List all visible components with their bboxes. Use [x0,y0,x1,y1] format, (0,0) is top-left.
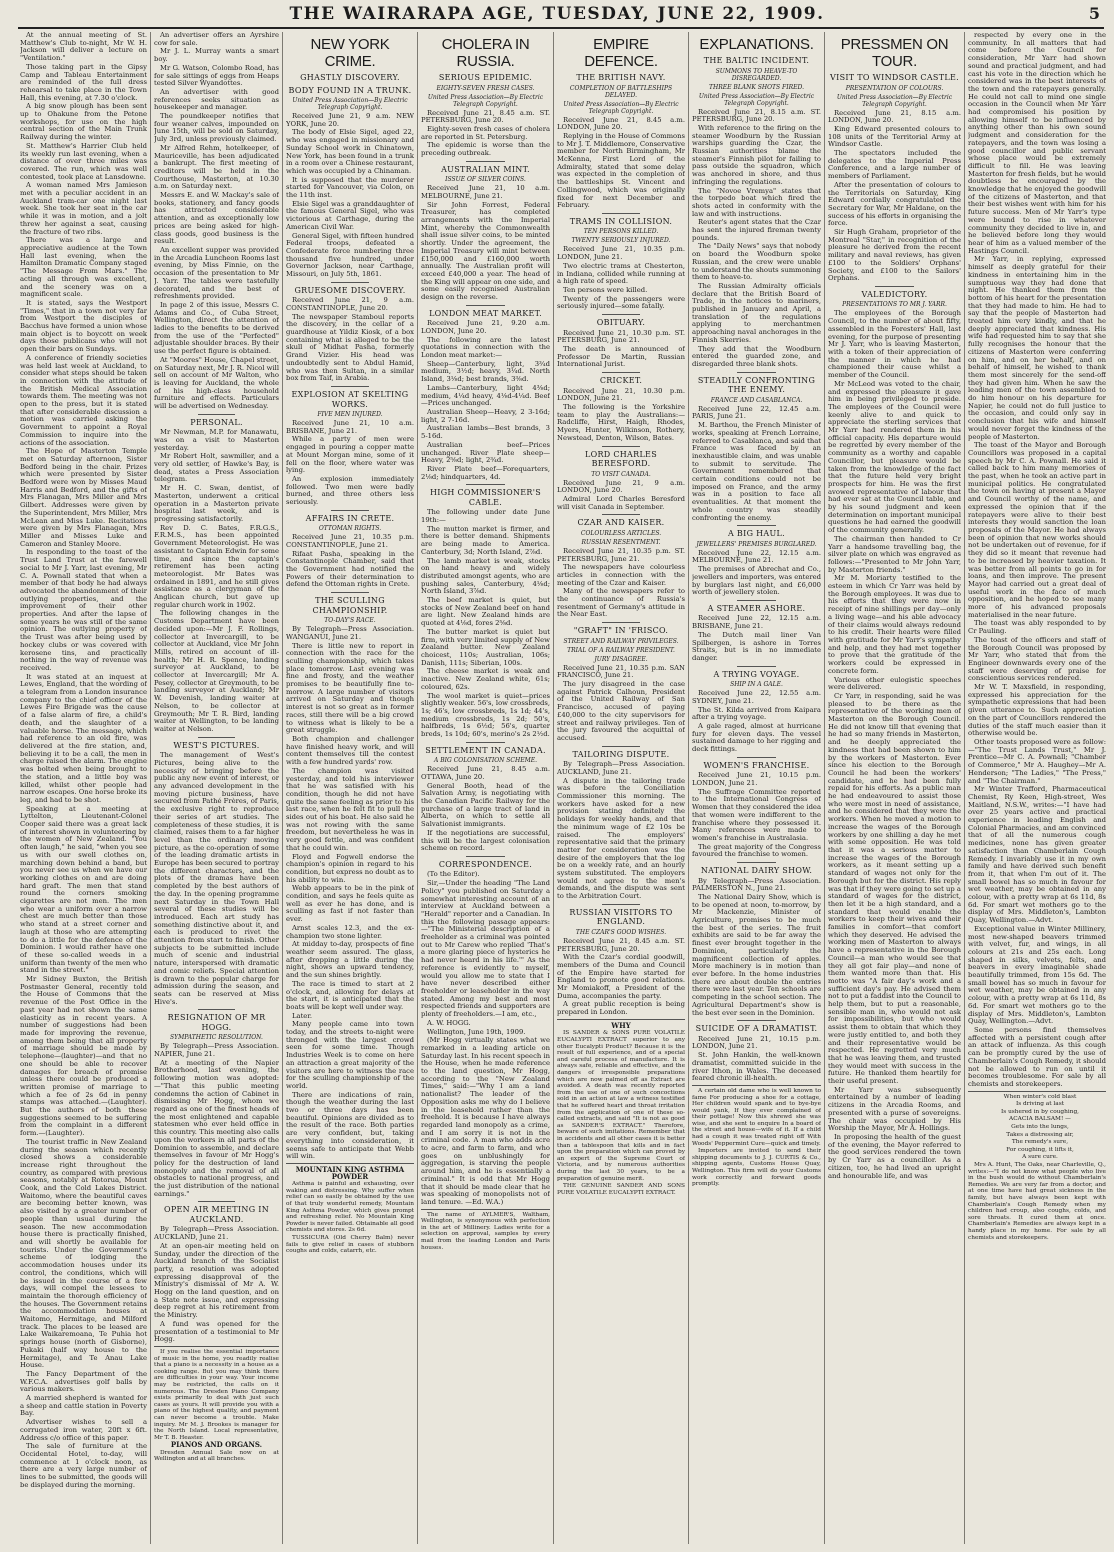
news-paragraph: The butter market is quiet but firm, with very limited supply of New Zealand butter. New Zealand choicest, 110s; Australian, 106s; Danish, 111s; Siberian, 100s. [421,627,550,667]
personal-item: Mr Robert Holt, sawmiller, and a very old settler, of Hawke's Bay, is dead, states a Press Association telegram. [154,452,279,484]
news-paragraph: After the presentation of colours to the Territorials on Saturday, King Edward cordially congratulated the Secretary for War, Mr Haldane, on the success of his efforts in organising the force. [828,180,961,228]
news-paragraph: The mutton market is firmer, and there is better demand. Shipments are being made to America. Canterbury, 3d; North Island, 2⅞d. [421,524,550,556]
hogg-resignation-heading: RESIGNATION OF MR HOGG. [167,1013,266,1032]
news-paragraph: The lamb market is weak, stocks on hand heavy and widely distributed amongst agents, who are pushing sales, Canterbury, 4⅛d; North Island, 3⅞d. [421,556,550,596]
news-paragraph: Received June 21, 10.30 p.m. ST. PETERSBURG, June 21. [557,328,685,345]
czar-kaiser-heading: CZAR AND KAISER. [577,518,665,528]
trying-voyage-heading: A TRYING VOYAGE. [713,669,800,679]
news-paragraph: Floyd and Fogwell endorse the champion's opinion in regard to his condition, but express no doubt as to his ability to win. [286,852,414,884]
news-paragraph: There was a large and appreciative audience at the Town Hall last evening, when the Hamilton Dramatic Company staged "The Message From Mars." The acting all through was excellent, and the scenery was on a magnificent scale. [20,236,147,299]
column-4 [421,32,550,1544]
press-credit: United Press Association—By Electric Telegraph Copyright. [563,100,679,115]
ad-text: A certain old dame who is well known to fame For producing a shoe for a cottage, Her children would spank and to bye-bye would yank, If they ever complained of their pottage! Now this shrewd she was wise, and she sent to enquire In a board of the street and house—wife of it. If a child had a cough it was treated right off With Woods' Peppermint Cure—quick and timely. [692,1087,821,1147]
graft-sub: TRIAL OF A RAILWAY PRESIDENT. [567,646,675,654]
news-paragraph: The chairman then handed to Cr Yarr a handsome travelling bag, the silver plate on which was engraved as follows:—"Presented to Mr John Yarr, by Masterton friends." [828,534,961,574]
news-paragraph: Mr Alfred Rehm, hotelkeeper, of Mauriceville, has been adjudicated a bankrupt. The first meeting of creditors will be held in the Courthouse, Masterton, at 10.30 a.m. on Saturday next. [154,143,279,191]
news-paragraph: The cheese market is weak and inactive. New Zealand white, 61s; coloured, 62s. [421,667,550,691]
ad-text: The name of AYLMER'S, Waltham, Wellington, is synonymous with perfection in the art of Millinery. Ladies write for a selection on approval, samples by every mail from the leading London and Paris houses. [421,1211,550,1251]
masthead-rule [18,27,1104,29]
graft-sub: JURY DISAGREE. [594,655,648,663]
news-paragraph: Mr M. Moriarty testified to the esteem in which Cr Yarr was held by the Borough employees. It was due to his efforts that they were now in receipt of nine shillings per day—only a living wage—and his able advocacy of their claims would always redound to his credit. Their hearts were filled with gratitude for Mr Yarr's sympathy and help, and they had met together to prove that the gratitude of the workers could be expressed in concrete form. [828,574,961,675]
press-credit: United Press Association—By Electric Telegraph Copyright. [292,97,408,111]
russian-sub: THE CZAR'S GOOD WISHES. [575,928,667,936]
news-paragraph: Received June 22, 12.45 a.m. PARIS, June 21. [692,404,821,421]
news-paragraph: Received June 21, 9 a.m. CONSTANTINOPLE, June 20. [286,296,414,312]
news-paragraph: Received June 21, 8.45 a.m. LONDON, June 20. [557,115,685,132]
news-paragraph: The following under date June 19th:— [421,508,550,525]
headline-sub: GHASTLY DISCOVERY. [300,73,400,82]
news-paragraph: An explosion immediately followed. Two men were badly burned, and three others less seriously. [286,474,414,507]
news-paragraph: An advertiser with good references seeks situation as housekeeper and manager. [154,87,279,112]
headline-sub: BODY FOUND IN A TRUNK. [288,85,412,95]
letter-paragraph: Wellington, June 19th, 1909. [427,1027,526,1036]
graft-sub: STREET AND RAILWAY PRIVILEGES. [563,637,679,645]
trying-voyage-sub: SHIP IN A GALE. [730,681,783,689]
headline-sub: EIGHTY-SEVEN FRESH CASES. [436,84,535,92]
column-2 [154,32,279,1544]
column-6 [692,32,821,1544]
ad-verse-line: Is ushered in by coughing, [1000,1108,1080,1115]
news-paragraph: St. Matthew's Harrier Club held its weekly run last evening, when a distance of over three miles was covered. The run, which was well contested, took place at Lansdowne. [20,141,147,181]
column-7 [828,32,961,1544]
ad-text: TUSSICURA (Old Cherry Balm) never fails to give relief in cases of stubborn coughs and colds, catarrh, etc. [286,1234,414,1255]
news-paragraph: Other toasts proposed were as follow:—"The Trust Lands Trust," Mr J. Prentice—Mr C. A. Pownall; "Chamber of Commerce," Mr A. Haughey—Mr A. Henderson; "The Ladies," "The Press," and "The Chairman." [968,737,1106,785]
settlement-heading: SETTLEMENT IN CANADA. [425,745,546,755]
news-paragraph: Received June 21, 10.15 p.m. LONDON, June 21. [692,771,821,788]
news-paragraph: Mr G. Watson, Colombo Road, has for sale sittings of eggs from Heaps tested Silver Wyandottes. [154,63,279,88]
trams-sub: TEN PERSONS KILLED. [583,228,659,236]
cable-heading: HIGH COMMISSIONER'S CABLE. [429,488,542,507]
aylmers-advertisement [421,1209,550,1252]
ad-verse-line: The remedy's sure, [1011,1139,1069,1146]
news-paragraph: At midday to-day, prospects of fine weather seem assured. The glass, after dropping a little during the night, shows an upward tendency, and the sun shines brightly. [286,940,414,980]
news-paragraph: The management of West's Pictures, being alive to the necessity of bringing before the public any new event of interest, or any advanced development in the moving picture business, have secured from Pathé Frères, of Paris, the exclusive right to reproduce their series of art studies. The completeness of these studies, it is claimed, raises them to a far higher level than the ordinary moving picture, as the co-operation of some of the leading dramatic artists in Europe has been secured to portray the different characters, and the plots of the dramas have been completed by the best authors of the day. In the opening programme next Saturday in the Town Hall several of these studies will be introduced. Each art study has something distinctive about it, and each is produced to rivet the attention from start to finish. Other subjects to be submitted include much of scenic and industrial nature, interspersed with dramatic and comic reliefs. Special attention is drawn to the popular charge for admission during the season, and seats can be reserved at Miss Hive's. [154,751,279,1006]
news-paragraph: The Fancy Department of the W.F.C.A. advertises golf balls by various makers. [20,1369,147,1394]
news-paragraph: The sale of furniture at the Occidental Hotel, to-day, will commence at 1 o'clock noon, as there are a very large number of lines to be submitted, the goods will be displayed during the morning. [20,1442,147,1489]
headline-sub: PRESENTATION OF COLOURS. [845,84,944,92]
news-paragraph: Exceptional value in Winter Millinery, most new-shaped beavers trimmed with velvet, fur, and wings, in all colours at 21s and 25s each. Long shaped in silks, velvets, felts, and beavers in every imaginable shade beautifully trimmed, from 15s 6d. The small bowel has so much in favour for wet weather, may be obtained in any colour, with a pretty wrap at 6s 11d, 8s 6d. For smart wet mothers go to the display of Mrs. Middleton's, Lambton Quay, Wellington.—Advt. [968,924,1106,1026]
news-paragraph: With reference to the firing on the steamer Woodburn by the Russian warships guarding the Czar, the Russian authorities blame the steamer's Finnish pilot for failing to pass outside the squadron, which was anchored in shore, and thus infringing the regulations. [692,123,821,186]
news-paragraph: Various other eulogistic speeches were delivered. [828,675,961,692]
ad-title: WHY [611,1020,631,1030]
ad-verse-line: Takes a distressing air, [1006,1131,1074,1138]
news-paragraph: Received June 21, 10 a.m. MELBOURNE, June 21. [421,184,550,200]
ad-text: Importers are invited to send their shipping documents to J. J. CURTIS & Co., shipping agents, Customs House Quay, Wellington. This firm will do your Customs work correctly and forward goods promptly. [692,1148,821,1188]
news-paragraph: General Sigel, with fifteen hundred Federal troops, defeated a Confederate force numbering three thousand five hundred, under Governor Jackson, near Carthage, Missouri, on July 5th, 1861. [286,231,414,279]
headline-sub: SERIOUS EPIDEMIC. [438,73,533,82]
news-paragraph: Received June 21, 8.15 a.m. ST. PETERSBURG, June 20. [692,107,821,124]
news-paragraph: The newspaper Stamboul reports the discovery, in the cellar of a guardhouse at Yildiz Kiosk, of a box containing what is alleged to be the skull of Midhat Pasha, formerly Grand Vizier. His head was undoubtedly sent to Abdul Hamid, who was then Sultan, in a similar box from Taif, in Arabia. [286,312,414,383]
gruesome-heading: GRUESOME DISCOVERY. [294,285,406,295]
news-paragraph: The tourist traffic in New Zealand during the season which recently closed shows a considerable increase right throughout the country, as compared with previous seasons, notably at Rotorua, Mount Cook, and the Cold Lakes District. Waitomo, where the beautiful caves are becoming better known, was also visited by a greater number of people than usual during the season. The new accommodation house there is practically finished, and will shortly be available for tourists. Under the Government's scheme of lodging the accommodation houses under its control, the conditions, which will be issued in the course of a few days, will compel the lessees to maintain the thorough efficiency of the houses. The Government retains the accommodation houses at Waitomo, Hermitage, and Milford track. The places to be leased are Lake Waikaremoana, Te Puhia hot springs house (north of Gisborne), Pukaki (half way house to the Hermitage), and Te Anau Lake House. [20,1137,147,1370]
ad-verse-line: A sure cure. [1022,1154,1058,1161]
news-paragraph: Ten persons were killed. [563,285,648,294]
news-paragraph: By Telegraph—Press Association. WANGANUI, June 21. [286,625,414,641]
morocco-heading: STEADILY CONFRONTING THE ENEMY. [697,375,816,395]
news-paragraph: The jury disagreed in the case against Patrick Calhoun, President of the United Railway of San Francisco, accused of paying £40,000 to the city supervisors for street and railway privileges. Ten of the jury favoured the acquittal of accused. [557,680,685,742]
news-paragraph: A married shepherd is wanted for a sheep and cattle station in Poverty Bay. [20,1394,147,1418]
news-paragraph: A gale raged, almost at hurricane fury for eleven days. The vessel sustained damage to her rigging and deck fittings. [692,722,821,754]
column-5 [557,32,685,1544]
beresford-heading: LORD CHARLES BERESFORD. [585,449,657,468]
personal-item: Rev D. C. Bates, F.R.G.S., F.R.M.S., has been appointed Government Meteorologist. He was assistant to Captain Edwin for some time, and since the captain's retirement has been acting meteorologist. Mr Bates was ordained in 1891, and he still gives assistance as a clergyman of the Anglican church, but gave up regular church work in 1902. [154,523,279,609]
news-paragraph: The champion was visited yesterday, and told his interviewer that he was satisfied with his condition, though he did not have quite the same feeling as prior to his last race, when he felt fit to pull the sides out of his boat. He also said he was not rowing with the same freedom, but nevertheless he was in very good fettle, and was confident that he could win. [286,766,414,852]
news-paragraph: The body of Elsie Sigel, aged 22, who was engaged in missionary and Sunday School work in Chinatown, New York, has been found in a trunk in a room over a Chinese restaurant, which was occupied by a Chinaman. [286,128,414,175]
news-paragraph: M. Barthou, the French Minister of works, speaking at French Lorraine, referred to Casablanca, and said that France was faced by an inexhaustible claim, and was unable to submit to servitude. The Government remembered that certain conditions could not be imposed on France, and the army was in a position to face all eventualities. At that moment the whole country was steadily confronting the enemy. [692,421,821,522]
crete-sub: OTTOMAN RIGHTS. [318,525,382,533]
news-paragraph: Arnst scales 12.3, and the ex-champion two stone lighter. [286,923,414,940]
news-paragraph: Mr McLeod was voted to the chair, and expressed the pleasure it gave him in being privileged to preside. The employees of the Council were keenly alive to and quick to appreciate the sterling services that Mr Yarr had rendered them in his official capacity. His departure would be regretted by every member of the community as a worthy and capable Councillor, but pleasure would be taken from the knowledge of the fact that the future held very bright prospects for him. He was the first avowed representative of labour that had ever sat at the Council table, and by his sound judgment and keen determination on important municipal questions he had earned the goodwill of the community generally. [828,379,961,535]
news-paragraph: Rifaat Pasha, speaking in the Constantinople Chamber, said that the Government had notified the Powers of their determination to defend the Ottoman rights in Crete. [286,549,414,589]
tailoring-heading: TAILORING DISPUTE. [572,749,670,759]
news-paragraph: Mr Yarr, in replying, expressed himself as deeply grateful for their kindness in entertaining him in the sumptuous way they had done that night. He thanked them from the bottom of his heart for the presentation that they had made to him. He had to say that the people of Masterton had treated him very kindly, and that he deeply appreciated that kindness. His wife had requested him to say that she fully recognises the honour that the citizens of Masterton were conferring on him, and on her behalf, and on behalf of himself, he wished to thank them most sincerely for the send-off they had given him. When he saw the leading men of the town assembled to do him honour on his departure for Napier, he could not do full justice to the occasion, and could only say in conclusion that his wife and himself would never forget the kindness of the people of Masterton. [968,255,1106,441]
news-paragraph: They add that the Woodburn entered the guarded zone, and disregarded three blank shots. [692,344,821,368]
news-paragraph: The Russian Admiralty officials declare that the British Board of Trade, in the notices to mariners, published in January and April, a translation of the regulations applying to merchantmen approaching naval anchorages in the Finnish Skerries. [692,281,821,344]
ad-title: MOUNTAIN KING ASTHMA POWDER [295,1164,405,1181]
valedictory-sub: PRESENTATIONS TO MR J. YARR. [842,301,947,309]
column-divider [282,32,283,1544]
sculling-sub: TO-DAY'S RACE. [324,617,376,625]
ad-text: Asthma is painful and exhausting, over waking and distressing. Why suffer when relief can so easily be obtained by the use of that truly wonderful remedy, Mountain King Asthma Powder, which gives prompt and refreshing relief. No Mountain King Powder is never failed. Obtainable all good chemists and stores. 2s 6d. [286,1181,414,1234]
explanations-headline: EXPLANATIONS. [699,36,814,53]
news-paragraph: By Telegraph—Press Association. NAPIER, June 21. [154,1042,279,1059]
masthead [0,0,1114,28]
correspondence-heading: CORRESPONDENCE. [438,859,533,869]
news-paragraph: Received June 21, 10.15 p.m. LONDON, June 21. [692,1034,821,1051]
market-quote: The following are the latest quotations in connection with the London meat market:— [421,335,550,360]
news-paragraph: Those taking part in the Gipsy Camp and Tableau Entertainment are reminded of the full dress rehearsal to take place in the Town Hall, this evening, at 7.30 o'clock. [20,62,147,102]
personal-item: The following changes in the Customs Department have been decided upon:—Mr J. F. Rollings, collector at Invercargill, to be collector at Auckland, vice Mr John Mills, retired on account of ill-health; Mr H. R. Spence, landing surveyor at Auckland, to be collector at Invercargill; Mr A. Pesey, collector at Greymouth, to be landing surveyor at Auckland; Mr W. Devenish, landing waiter at Nelson, to be collector at Greymouth; Mr T. R. Bird, landing waiter at Wellington, to be landing waiter at Nelson. [154,609,279,733]
news-paragraph: Received June 22, 12.55 a.m. SYDNEY, June 21. [692,689,821,705]
market-quote: Australian Sheep—Heavy, 2 3-16d; light, 2 7-16d. [421,408,550,424]
new-york-crime-headline: NEW YORK CRIME. [310,36,390,70]
column-divider [824,32,825,1544]
news-paragraph: The death is announced of Professor De Martin, Russian International Jurist. [557,344,685,369]
news-paragraph: Both champion and challenger have finished heavy work, and will content themselves till the contest with a few hundred yards' row. [286,735,414,767]
steamer-ashore-heading: A STEAMER ASHORE. [707,603,806,613]
news-paragraph: The St. Kilda arrived from Kaipara after a trying voyage. [692,705,821,722]
news-paragraph: The Dutch mail liner Van Spilbergen, is ashore in Torres Straits, but is in no immediate danger. [692,630,821,662]
cricket-heading: CRICKET. [599,376,643,386]
news-paragraph: Received June 21, 10.35 p.m. LONDON, June 21. [557,245,685,262]
news-paragraph: In responding to the toast of the Trust Land Trust at the farewell social to Mr J. Yarr, last evening, Mr C. A. Pownall stated that when a member of that body he had always advocated the abandonment of their outlying properties, and the improvement of their other properties. And after the lapse of some years he was still of the same opinion. The outlying property of the Trust was after being used by hockey clubs or was covered with kerosene tins, and practically nothing in the way of revenue was received. [20,548,147,672]
news-paragraph: St. John Hankin, the well-known dramatist, committed suicide in the river Ithon, in Wales. The deceased feared chronic ill-health. [692,1051,821,1083]
news-paragraph: The following is the Yorkshire team to play the Australians:—Radcliffe, Hirst, Haigh, Rhodes, Myers, Hunter, Wilkinson, Rothery, Newstead, Denton, Wilson, Bates. [557,402,685,442]
sculling-heading: THE SCULLING CHAMPIONSHIP. [312,596,388,615]
news-paragraph: The toast of the officers and staff of the Borough Council was proposed by Mr Yarr, who stated that from the Engineer downwards every one of the staff were deserving of praise for conscientious services rendered. [968,635,1106,683]
news-paragraph: Sir John Forrest, Federal Treasurer, has completed arrangements with the Imperial Mint, whereby the Commonwealth shall issue silver coins, to be minted shortly. Under the agreement, the Imperial Treasury will mint between £150,000 and £160,000 worth annually. The Australian profit will exceed £40,000 a year. The head of the King will appear on one side, and some easily recognised Australian design on the reverse. [421,200,550,302]
trams-sub: TWENTY SERIOUSLY INJURED. [571,237,671,245]
obituary-heading: OBITUARY. [596,318,646,328]
news-paragraph: The Suffrage Committee reported to the International Congress of Women that they considered the idea that women were indifferent to the franchise where they possessed it. Many references were made to women's franchise in Australasia. [692,787,821,842]
news-paragraph: Messrs E. and W. Mackay's sale of books, stationery, and fancy goods has attracted considerable attention, and as exceptionally low prices are being asked for high-class goods, good business is the result. [154,191,279,246]
personal-item: Mr Newman, M.P. for Manawatu, was on a visit to Masterton yesterday. [154,428,279,452]
news-paragraph: The "Daily News" says that nobody on board the Woodburn spoke Russian, and the crew were unable to understand the shouts summoning them to heave-to. [692,242,821,282]
news-paragraph: Many people came into town today, and the streets to-night were thronged with the largest crowd seen for some time. Though Industries Week is to come on here an attraction a great majority of the visitors are here to witness the race for the sculling championship of the world. [286,1020,414,1090]
personal-item: Mr H. C. Swan, dentist, of Masterton, underwent a critical operation in a Masterton private hospital last week, and is progressing satisfactorily. [154,484,279,523]
column-1 [20,32,147,1544]
news-paragraph: Mr Yarr was subsequently entertained by a number of leading citizens in the Arcadia Rooms, and presented with a purse of sovereigns. The chair was occupied by His Worship the Mayor, Mr A. Hollings. [828,1085,961,1133]
market-quote: Lambs—Canterbury, light 4⅜d; medium, 4¼d heavy, 4⅛d-4¼d. Beef—Prices unchanged. [421,383,550,408]
news-paragraph: A great public reception is being prepared in London. [557,1000,685,1017]
news-paragraph: Many of the newspapers refer to the continuance of Russia's resentment of Germany's attitude in the Near East. [557,587,685,619]
news-paragraph: The premises of Abrechat and Co., jewellers and importers, was entered by burglars last night, and £6,000 worth of jewellery stolen. [692,565,821,597]
news-paragraph: At the annual meeting of St. Matthew's Club to-night, Mr W. H. Jackson will deliver a lecture on "Ventilation." [20,32,147,63]
news-paragraph: In proposing the health of the guest of the evening, the Mayor referred to the good services rendered the town by Cr Yarr as a councillor. As a citizen, too, he had lived an upright and honourable life, and was [828,1133,961,1180]
column-divider [553,32,554,1544]
news-paragraph: By Telegraph—Press Association. AUCKLAND, June 21. [557,760,685,776]
news-paragraph: Sir Hugh Graham, proprietor of the Montreal "Star," in recognition of the pleasure he derived from the recent military and naval reviews, has given £100 to the Soldiers' Orphans' Society, and £100 to the Sailors' Orphans. [828,228,961,283]
news-paragraph: Reuter's agent states that the Czar has sent the injured fireman twenty pounds. [692,218,821,242]
letter-paragraph: (Mr Hogg virtually states what we remarked in a leading article on Saturday last. In his recent speech in the House, when he made reference to the land question, Mr Hogg, according to the "New Zealand Times," said:—"Why I am a land nationalist? The leader of the Opposition asks me why do I believe in the leasehold rather than the freehold. It is because I have always regarded land monopoly as a crime, and I am sorry it is not in the criminal code. A man who adds acre to acre, and farm to farm, and who goes on unblushingly for aggregation, is starving the people around him, and he is essentially a criminal." It is odd that Mr Hogg that it should be made clear that he was speaking of monopolists not of land tenure. —Ed. W.A.) [421,1036,550,1206]
column-divider [150,32,151,1544]
news-paragraph: Mr Winter Trafford, Pharmaceutical Chemist, Ry Keen, High-street, Wes Maitland, N.S.W., writes:—"I have had over 25 years active and practical experience in leading English and Colonial Pharmacies, and am convinced that of all the numerous cough medicines, none has given greater satisfaction than Chamberlain Cough Remedy. I invariably use it in my own family and have derived such benefit from it, that when I'm out of it. The small bowel has so much in favour for wet weather, may be obtained in any colour, with a pretty wrap at 6s 11d, 8s 6d. For smart wet mothers go to the display of Mrs. Middleton's, Lambton Quay, Wellington.—Advt. [968,785,1106,925]
news-paragraph: The great majority of the Congress favoured the franchise to women. [692,842,821,859]
news-paragraph: Received June 21, 9 a.m. NEW YORK, June 20. [286,112,414,128]
headline-sub: THE BALTIC INCIDENT. [703,56,810,65]
news-paragraph: Two electric trams at Chesterton, in Indiana, collided while running at a high rate of speed. [557,261,685,286]
market-quote: Australian beef—Prices unchanged. River Plate sheep—Heavy, 2⅝d; light, 2¾d. [421,440,550,465]
czar-sub: COLOURLESS ARTICLES. [580,529,662,537]
czar-sub: RUSSIAN RESENTMENT. [581,538,661,546]
news-paragraph: Received June 21, 10.35 p.m. ST. PETERSBURG, June 21. [557,546,685,563]
news-paragraph: The toast was ably responded to by Cr Pauling. [968,619,1106,636]
suicide-heading: SUICIDE OF A DRAMATIST. [695,1024,818,1034]
russian-visitors-heading: RUSSIAN VISITORS TO ENGLAND. [569,907,673,927]
big-haul-sub: JEWELLERS' PREMISES BURGLARED. [696,540,817,548]
eucalypti-advertisement [557,1019,685,1196]
news-paragraph: Cr Yarr, in responding, said he was pleased to be there as the representative of the working men of Masterton on the Borough Council. He did not know till that evening that he had so many friends in Masterton, and he deeply appreciated the kindness that had been shown to him by the workers of Masterton. Ever since his election to the Borough Council he had been the workers' candidate, and he had been fully repaid for his efforts. As a public man he had endeavoured to assist those who were most in need of assistance, and he considered that they were the workers. When he moved a motion to increase the wages of the Borough workers by one shilling a day he met with some opposition. He was told that it was a serious matter to increase the wages of the Borough workers, as it meant setting up a standard of wages not only for the Borough but for the district. His reply was that if they were going to set up a standard of wages for the district, then let it be a high standard, and a standard that would enable the workers to keep their wives and their families in comfort—that comfort which they deserved. He advised the working men of Masterton to always have a representative in the Borough Council—a man who would see that they all got fair play—and none of them wanted more than that. His motto was "A fair day's work and a sufficient day's pay. He advised them not to put a faddist into the Council to help them, but to put a reasonable, sensible man in, who would not ask for impossibilities, but who would assist them to obtain that which they were justly entitled to, and both they and their representative would be respected. He regretted very much that he was leaving them, and trusted they would meet with success in the future. He thanked them heartily for their useful present. [828,691,961,1086]
headline-sub: VISIT TO WINDSOR CASTLE. [830,73,959,82]
market-quote: Sheep—Canterbury, light, 3¾d medium, 3½d; heavy, 3¼d. North Island, 3⅛d; best brands, 3⅜d. [421,359,550,384]
pressmen-headline: PRESSMEN ON TOUR. [840,36,949,70]
news-paragraph: If the negotiations are successful, this will be the largest colonisation scheme on record. [421,828,550,853]
news-paragraph: The Hope of Masterton Temple met on Saturday afternoon, Sister Bedford being in the chair. Prizes which were presented by Sister Bedford were won by Misses Maud Harris and Bedford, and the gifts of Mrs Flanagan, Mrs Miller and Mrs Gilbert. Addresses were given by the Superintendent, Mrs Miller, Mrs McLean and Miss Luke. Recitations were given by Mrs Flanagan, Mrs Miller and Misses Luke and Cameron and Stanley Moore. [20,447,147,548]
news-paragraph: An excellent supper was provided in the Arcadia Luncheon Rooms last evening, by Miss Finnie, on the occasion of the presentation to Mr J. Yarr. The tables were tastefully decorated, and the best of refreshments provided. [154,245,279,301]
news-paragraph: respected by every one in the community. In all matters that had come before the Council for consideration, Mr Yarr had shown sound and practical judgment, and had cast his vote in the direction which he considered was in the best interests of the town and the ratepayers generally. He could not call to mind one single occasion in the Council when Mr Yarr had compromised his position by allowing himself to be influenced by anything other than his own sound judgment and consideration for the ratepayers, and the town was losing a good councillor and public servant whose place would be extremely difficult to fill. He was leaving Masterton for fresh fields, but he would doubtless be encouraged by the knowledge that he enjoyed the goodwill of the citizens of Masterton, and that their best wishes went with him for his future success. Men of Mr Yarr's type were bound to rise in whatever community they decided to live in, and he believed before long they would hear of him as a valued member of the Hastings Council. [968,32,1106,255]
explosion-sub: FIVE MEN INJURED. [317,411,383,418]
headline-sub: THREE BLANK SHOTS FIRED. [708,83,804,91]
beresford-sub: TO VISIT CANADA. [591,470,651,478]
news-paragraph: At a meeting of the Napier Brotherhood, last evening, the following motion was adopted:—"That this public meeting condemns the action of Cabinet in dismissing Mr Hogg, whom we regard as one of the finest heads of the most enlightened and capable statesmen who ever held office in this country. This meeting also calls upon the workers in all parts of the Dominion to assemble, and declare themselves in favour of Mr Hogg's policy for the destruction of land monopoly and the removal of all obstacles to national progress, and the just distribution of the national earnings." [154,1058,279,1198]
news-paragraph: Mr Sidney Buxton, the British Postmaster General, recently told the House of Commons that the revenue of the Post Office in the past year had not shown the same elasticity as in recent years. A number of suggestions had been made for improving the revenue, among them being that all property of marriage should be made by telephone—(laughter)—and that no one should be able to recover damages for breach of promise unless there could be produced a written promise of marriage to which a fee of 2s 6d in penny stamps was attached.—(Laughter). But the authors of both these suggestions seemed to be suffering from the complaint in a different form.—(Laughter). [20,975,147,1138]
news-paragraph: Advertiser wishes to sell a corrugated iron water, 20ft x 6ft. Address c/o office of this paper. [20,1418,147,1442]
news-paragraph: Received June 21, 10.35 p.m. SAN FRANCISCO, June 21. [557,663,685,680]
headline-sub: COMPLETION OF BATTLESHIPS DELAYED. [569,84,673,99]
news-paragraph: Received June 21, 9 a.m. LONDON, June 20. [557,478,685,495]
news-paragraph: By Telegraph—Press Association. PALMERSTON N., June 21. [692,876,821,893]
news-paragraph: Replying in the House of Commons to Mr J. T. Middlemore, Conservative member for North Birmingham, Mr McKenna, First Lord of the Admiralty, stated that some delay was expected in the completion of the battleships St. Vincent and Collingwood, which was originally fixed for next December and February. [557,131,685,210]
news-paragraph: The beef market is quiet, but stocks of New Zealand beef on hand are light. New Zealand hinds are quoted at 4⅛d, fores 2⅝d. [421,596,550,628]
big-haul-heading: A BIG HAUL. [728,529,785,539]
news-paragraph: Some persons find themselves affected with a persistent cough after an attack of influenza. As this cough can be promptly cured by the use of Chamberlain's Cough Remedy, it should not be allowed to run on until it becomes troublesome. For sale by all chemists and storekeepers. [968,1026,1106,1088]
press-credit: United Press Association—By Electric Telegraph Copyright. [836,93,953,108]
mint-sub: ISSUE OF SILVER COINS. [445,176,526,184]
news-paragraph: Received June 21, 10.35 p.m. CONSTANTINOPLE, June 21. [286,533,414,549]
news-paragraph: The employees of the Borough Council, to the number of about fifty, assembled in the Foresters' Hall, last evening, for the purpose of presenting Mr J. Yarr, who is leaving Masterton, with a token of their appreciation of the manner in which he had championed their cause whilst a member of the Council. [828,309,961,380]
column-3 [286,32,414,1544]
valedictory-heading: VALEDICTORY. [861,289,928,299]
news-paragraph: The National Dairy Show, which is to be opened at noon, to-morrow, by Mr Mackenzie, Minister of Agriculture, promises to be much the best of the series. The fruit exhibits are said to be far away the finest ever brought together in the Dominion, particularly the magnificent collection of apples. More machinery is in motion than ever before. In the home industries there are about double the entries there were last year. Ten schools are competing in the school section. The Agricultural Department's show is the best ever seen in the Dominion. [692,892,821,1017]
ad-text: THE GENUINE SANDER AND SONS PURE VOLATILE EUCALYPTI EXTRACT. [557,1183,685,1196]
news-paragraph: Twenty of the passengers were seriously injured—some fatally. [557,294,685,311]
news-paragraph: Received June 22, 12.15 a.m. MELBOURNE, June 21. [692,548,821,565]
acacia-balsam-advertisement [968,1091,1106,1241]
news-paragraph: At an open-air meeting held on Sunday, under the direction of the Auckland branch of the Socialist party, a resolution was adopted expressing disapproval of the Ministry's dismissal of Mr A. W. Hogg on the land question, and on a State note issue, and expressing deep regret at his retirement from the Ministry. [154,1241,279,1320]
news-paragraph: Received June 21, 8.45 a.m. ST. PETERSBURG, June 20. [421,108,550,125]
column-8 [968,32,1106,1544]
ad-text: If you realise the essential importance of music in the home, you readily realise that a piano is a necessity in a house as a cooking range. But you may think there are difficulties in your way. Your income may be restricted, the calls on it numerous. The Dresden Piano Company exists primarily to deal with just such cases as yours. It will provide you with a piano of the highest quality, and payment can never become a trouble. Make inquiry. Mr M. J. Brookes is manager for the North Island. Local representative, Mr T. B. Heaster. [154,1348,279,1441]
press-credit: United Press Association—By Electric Telegraph Copyright. [427,93,544,108]
news-paragraph: The "Novoe Vremya" states that the torpedo boat which fired the shots acted in conformity with the law and with instructions. [692,186,821,218]
news-paragraph: In page 2 of this issue, Messrs C. Adams and Co., of Cuba Street, Wellington, direct the attention of ladies to the benefits to be derived from the use of the "Perfected" adjustable shoulder braces. By their use the perfect figure is obtained. [154,300,279,356]
market-quote: Australian lambs—Best brands, 3 5-16d. [421,424,550,441]
empire-defence-headline: EMPIRE DEFENCE. [584,36,658,70]
letter-paragraph: Sir,—Under the heading "The Land Policy" you published on Saturday a somewhat interesting account of an interview at Auckland between a "Herald" reporter and a Canadian. In this the following passage appears:—"The Ministerial description of a freeholder as a criminal was pointed out to Mr Carew who replied 'That's a more glaring piece of hysterics he had never heard in his life.'" As the reference is evidently to myself, would you allow me to state that I have never described either freeholder or leaseholder in the way stated. Among my best and most respected friends and supporters are plenty of freeholders.—I am, etc., [421,879,550,1019]
settlement-sub: A BIG COLONISATION SCHEME. [433,757,538,765]
news-paragraph: King Edward presented colours to 108 units of the Territorial Army at Windsor Castle. [828,124,961,149]
graft-heading: "GRAFT" IN 'FRISCO. [573,626,669,636]
news-paragraph: With the Czar's cordial goodwill, members of the Duma and Council of the Empire have started for England to promote good relations. Mr Momiakoff, a President of the Duma, accompanies the party. [557,953,685,1000]
news-paragraph: By Telegraph—Press Association. AUCKLAND, June 21. [154,1225,279,1242]
hogg-subheading: SYMPATHETIC RESOLUTION. [170,1034,263,1042]
news-paragraph: A conference of friendly societies was held last week at Auckland, to consider what steps should be taken in connection with the attitude of the British Medical Association towards them. The meeting was not open to the press, but it is stated that after considerable discussion a motion was carried asking the Government to appoint a Royal Commission to inquire into the actions of the association. [20,353,147,447]
dairy-show-heading: NATIONAL DAIRY SHOW. [700,866,813,876]
newspaper-masthead-title: THE WAIRARAPA AGE, TUESDAY, JUNE 22, 1909. [289,4,825,24]
letter-paragraph: A. W. HOGG. [427,1018,471,1027]
personal-heading: PERSONAL. [190,417,243,427]
ad-verse-line: Is driving at last [1015,1101,1065,1108]
news-paragraph: The spectators included the delegates to the Imperial Press Conference, and a large number of members of Parliament. [828,149,961,181]
womens-franchise-heading: WOMEN'S FRANCHISE. [703,760,810,770]
news-paragraph: Received June 22, 12.15 a.m. BRISBANE, June 21. [692,614,821,631]
news-paragraph: It is stated, says the Westport "Times," that in a town not very far from Westport the disciples of Bacchus have formed a union whose main object is to boycott on week days those publicans who will not open their bars on Sundays. [20,298,147,354]
news-paragraph: There are indications of rain, though the weather during the last two or three days has been beautiful. Opinions are divided as to the result of the race. Both parties are very confident, but, taking everything into consideration, it seems safe to anticipate that Webb will win. [286,1090,414,1161]
ad-verse-line: For coughing, it lifts it, [1006,1146,1074,1153]
news-paragraph: Webb appears to be in the pink of condition, and says he feels quite as well as ever he has done, and is sculling as fast if not faster than ever. [286,884,414,924]
headline-sub: THE BRITISH NAVY. [576,73,666,82]
news-paragraph: The wool market is quiet—prices slightly weaker. 56's, low crossbreds, 1s; 46's, low crossbreds, 1s 1d; 44's, medium crossbreds, 1s 2d; 50's, halfbreds, 1s 6½d; 56's, quarter breds, 1s 10d; 60's, merino's 2s 2½d. [421,691,550,739]
news-paragraph: Speaking at a meeting at Lyttelton, Lieutenant-Colonel Cooper said there was a great lack of interest shown in volunteering by the women of New Zealand. "You often laugh," he said, "when you see us with our swell clothes on, marching down behind a band, but you never see us when we have our working clothes on and are doing hard graft. The men that stand round the corners smoking cigarettes are not men. The men who wear a uniform over a narrow chest are much better than those who stand at a street corner and laugh at those who are attempting to do a little for the defence of the Dominion. I would rather have one of these so-called weeds in a uniform than twenty of the men who stand in the street." [20,804,147,975]
wests-pictures-heading: WEST'S PICTURES. [173,740,260,750]
news-paragraph: Received June 21, 10.30 p.m. LONDON, June 21. [557,386,685,403]
news-paragraph: Mr J. L. Murray wants a smart boy. [154,47,279,64]
news-paragraph: It was stated at an inquest at Lewes, England, that the wording of a telegram from a London insurance company to the chief officer of the Lewes Fire Brigade was the cause of a false alarm of fire, a child's death, and the slaughter of a valuable horse. The message, which had reference to an old fire, was delivered at the fire station, and, believing it to be a call, the men in charge raised the alarm. The engine was bolted when being brought to the station, and a little boy was killed, whilst other people had narrow escapes. One horse broke its leg, and had to be shot. [20,672,147,804]
ad-title: PIANOS AND ORGANS. [170,1440,263,1450]
news-paragraph: There is little new to report in connection with the race for the sculling championship, which takes place tomorrow. Last evening was fine and frosty, and the weather promises to be beautifully fine to-morrow. A large number of visitors arrived on Saturday and though interest is not so great as in former races, still there will be a big crowd to witness what is likely to be a great struggle. [286,641,414,735]
news-paragraph: A woman named Mrs Jamieson met with a peculiar accident in an Auckland tram-car one night last week. She took her seat in the car while it was in motion, and a jolt threw her against a seat, causing the fracture of two ribs. [20,181,147,236]
letter-paragraph: (To the Editor). [427,870,480,879]
news-paragraph: The toast of the Mayor and Borough Councillors was proposed in a capital speech by Mr C. A. Pownall. He said it called back to him many memories of the past, when he took an active part in municipal politics. He congratulated the town on having at present a Mayor and Council worthy of the name, and expressed the opinion that if the ratepayers were alive to their best interests they would sanction the loan proposals of the Mayor. He had always been of opinion that new works should not be undertaken out of revenue, for if they did so it meant that revenue had to be increased by heavier taxation. It was better from all points to go in for loans, and then improve. The present Mayor had carried out a great deal of useful work in the face of much opposition, and he hoped to see many more of his advanced proposals materialised in the near future. [968,441,1106,619]
news-paragraph: Mr W. T. Maxsfield, in responding, expressed his appreciation for the sympathetic expressions that had been given utterance to. Such appreciation on the part of Councillors rendered the duties of the staff much easier than it otherwise would be. [968,683,1106,738]
crete-heading: AFFAIRS IN CRETE. [305,513,395,523]
headline-sub: SUMMONS TO HEAVE-TO DISREGARDED. [715,67,798,82]
news-paragraph: The poundkeeper notifies that four weaner calves, impounded on June 15th, will be sold on Saturday, July 3rd, unless previously claimed. [154,112,279,144]
column-divider [417,32,418,1544]
ad-verse-line: ACACIA BALSAM! — [1009,1116,1071,1123]
news-paragraph: An advertiser offers an Ayrshire cow for sale. [154,32,279,47]
ad-text: Mrs A. Hunt, The Oaks, near Charleville, Q., writes:—"I do not know what people who live in the bush would do without Chamberlain's Remedies. We are very far from a doctor, and at one time have had great sickness in the family, but have always been kept with Chamberlain's Cough Remedy when my children had croup, also coughs, colds, and sore throats. It cured them at once. Chamberlain's Remedies are always kept in a handy place in my home. For sale by all chemists and storekeepers. [968,1161,1106,1241]
page-number: 5 [1088,4,1100,23]
mint-heading: AUSTRALIAN MINT. [441,164,530,174]
piano-advertisement [154,1346,279,1463]
market-quote: Received June 21, 9.20 a.m. LONDON, June 20. [421,319,550,335]
news-paragraph: It is supposed that the murderer started for Vancouver, via Colon, on the 11th inst. [286,175,414,200]
news-paragraph: Admiral Lord Charles Beresford will visit Canada in September. [557,494,685,511]
explosion-heading: EXPLOSION AT SKELTING WORKS. [291,390,409,409]
asthma-advertisement [286,1163,414,1255]
ad-text: Dresden Annual Sale now on at Wellington and at all branches. [154,1449,279,1463]
news-paragraph: A fund was opened for the presentation of a testimonial to Mr Hogg. [154,1319,279,1344]
news-paragraph: Received June 21, 8.45 a.m. OTTAWA, June 20. [421,765,550,781]
news-paragraph: Received June 21, 8.45 a.m. ST. PETERSBURG, June 20. [557,936,685,953]
ad-text: IS SANDER & SONS PURE VOLATILE EUCALYPTI EXTRACT superior to any other Eucalypti Product? Because it is the result of full experience, and of a special and careful process of manufacture. It is always safe, reliable and effective, and the dangers of irresponsible preparations which are now palmed off as Extract are avoided. A death was recently reported from the use of one of such concoctions sold in an action at law a witness testified that he suffered heart and throat irritation from the application of one of these so-called extracts, and said "It is not as good as SANDER'S EXTRACT." Therefore, beware of such imitations. Remember that in accidents and all other cases it is better than a tablespoon that kills and in fact upon the preparation which can proved by an expert of the Supreme Court of Victoria, and by numerous authorities during the last 30 years, to be a preparation of genuine merit. [557,1030,685,1182]
news-paragraph: While a party of men were engaged in pouring a copper matte at Mount Morgan mine, some of it fell on the floor, where water was lying. [286,435,414,475]
news-paragraph: Received June 21, 10 a.m. BRISBANE, June 21. [286,419,414,435]
morocco-sub: FRANCE AND CASABLANCA. [710,396,803,404]
news-paragraph: A dispute in the tailoring trade was before the Conciliation Commissioner this morning. The workers have asked for a new provision stating definitely the holidays for weekly hands, and that the minimum wage of £2 10s be raised. The employers' representative said that the primary matter for consideration was the desire of the employers that the log be on a weekly rate, and an hourly system substituted. The employers would not agree to the men's demands, and the dispute was sent to the Arbitration Court. [557,776,685,901]
market-quote: River Plate beef—Forequarters, 2⅛d; hindquarters, 4d. [421,464,550,481]
news-paragraph: The race is timed to start at 2 o'clock, and, allowing for delays at the start, it is anticipated that the boats will be kept well under way. [286,979,414,1011]
trams-heading: TRAMS IN COLLISION. [569,216,673,226]
news-paragraph: A big snow plough has been sent up to Ohakune from the Petone workshops, for use on the high central section of the Main Trunk Railway during the winter. [20,102,147,142]
column-divider [964,32,965,1544]
news-paragraph: At "Moores" House, Chapel street, on Saturday next, Mr J. R. Nicol will sell on account of Mr Walton, who is leaving for Auckland, the whole of his high-class household furniture and effects. Particulars will be advertised on Wednesday. [154,355,279,411]
news-paragraph: Elsie Sigel was a granddaughter of the famous General Sigel, who was victorious at Carthage, during the American Civil War. [286,199,414,231]
news-paragraph: The epidemic is worse than the preceding outbreak. [421,141,550,158]
ad-verse-line: Gets into the lungs, [1011,1124,1069,1130]
news-paragraph: The newspapers have colourless articles in connection with the meeting of the Czar and Kaiser. [557,563,685,587]
column-divider [688,32,689,1544]
news-paragraph: Received June 21, 8.15 a.m. LONDON, June 20. [828,108,961,125]
news-paragraph: General Booth, head of the Salvation Army, is negotiating with the Canadian Pacific Railway for the purchase of a large tract of land in Alberta, on which to settle all Salvationist immigrants. [421,781,550,829]
peppermint-cure-advertisement [692,1085,821,1188]
news-paragraph: Eighty-seven fresh cases of cholera are reported in St. Petersburg. [421,124,550,141]
cholera-headline: CHOLERA IN RUSSIA. [441,36,530,70]
news-paragraph: Later. [292,1011,312,1020]
press-credit: United Press Association—By Electric Telegraph Copyright. [698,92,815,107]
meat-market-heading: LONDON MEAT MARKET. [429,308,542,318]
auckland-meeting-heading: OPEN AIR MEETING IN AUCKLAND. [164,1205,269,1224]
ad-verse-line: When winter's cold blast [1003,1093,1077,1100]
